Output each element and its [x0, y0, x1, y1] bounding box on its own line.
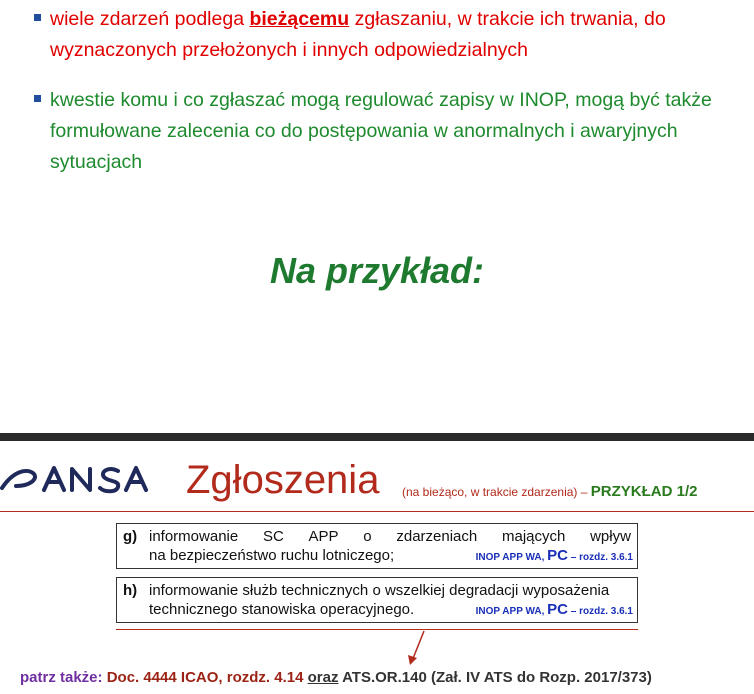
bullet-text — [50, 4, 744, 66]
word: o — [363, 528, 372, 545]
box-underline — [116, 629, 638, 630]
item-line-2-text: technicznego stanowiska operacyjnego. — [149, 601, 415, 618]
slide-divider — [0, 433, 754, 441]
ref-pc: PC — [547, 601, 568, 618]
see-also-footer — [20, 669, 652, 686]
pansa-logo — [0, 462, 166, 501]
bullet-square-icon — [34, 95, 41, 102]
item-reference — [476, 600, 633, 621]
bullet-text: kwestie komu i co zgłaszać mogą regulować zapisy w INOP, mogą być także formułowane zalecenia co do postępowania w anormalnych i awaryjnych sytuacjach — [50, 89, 712, 173]
item-line-2-text: na bezpieczeństwo ruchu lotniczego; — [149, 547, 395, 564]
regulation-box-g — [116, 523, 638, 569]
word: informowanie — [149, 528, 239, 545]
word: wpływ — [590, 528, 631, 545]
word: zdarzeniach — [396, 528, 478, 545]
pointer-arrow-icon — [398, 629, 438, 669]
item-letter: h) — [123, 582, 138, 599]
example-label: PRZYKŁAD 1/2 — [590, 483, 698, 500]
item-reference — [476, 546, 633, 567]
item-letter: g) — [123, 528, 138, 545]
bullet-item-current-reporting — [34, 4, 744, 66]
example-heading: Na przykład: — [269, 250, 485, 291]
ref-pc: PC — [547, 547, 568, 564]
slide-title: Zgłoszenia — [186, 458, 380, 502]
see-also-label: patrz także: — [20, 669, 107, 686]
header-underline — [0, 511, 754, 512]
word: SC — [262, 528, 284, 545]
bullet-square-icon — [34, 14, 41, 21]
bullet-text-pre: wiele zdarzeń podlega — [50, 8, 250, 30]
bullet-item-inop — [34, 85, 744, 178]
bullet-text-post: zgłaszaniu, w trakcie ich trwania, do wyznaczonych przełożonych i innych odpowiedzialnych — [50, 8, 666, 61]
slide-subtitle — [402, 483, 697, 500]
item-line-1 — [149, 581, 631, 600]
subtitle-text: (na bieżąco, w trakcie zdarzenia) — [402, 485, 578, 499]
word: mających — [501, 528, 566, 545]
oraz-word: oraz — [307, 669, 339, 686]
item-line-1 — [149, 527, 631, 546]
word: APP — [308, 528, 339, 545]
ref-section: – rozdz. 3.6.1 — [567, 552, 633, 563]
ref-inop: INOP APP WA, — [475, 606, 548, 617]
doc-reference: Doc. 4444 ICAO, rozdz. 4.14 — [106, 669, 308, 686]
item-line-1-text: informowanie służb technicznych o wszelkiej degradacji wyposażenia — [149, 582, 610, 599]
subtitle-dash: – — [577, 485, 591, 499]
ats-reference: ATS.OR.140 (Zał. IV ATS do Rozp. 2017/373) — [338, 669, 652, 686]
ref-section: – rozdz. 3.6.1 — [567, 606, 633, 617]
ref-inop: INOP APP WA, — [475, 552, 548, 563]
regulation-box-h — [116, 577, 638, 623]
bullet-emphasis: bieżącemu — [249, 8, 350, 30]
